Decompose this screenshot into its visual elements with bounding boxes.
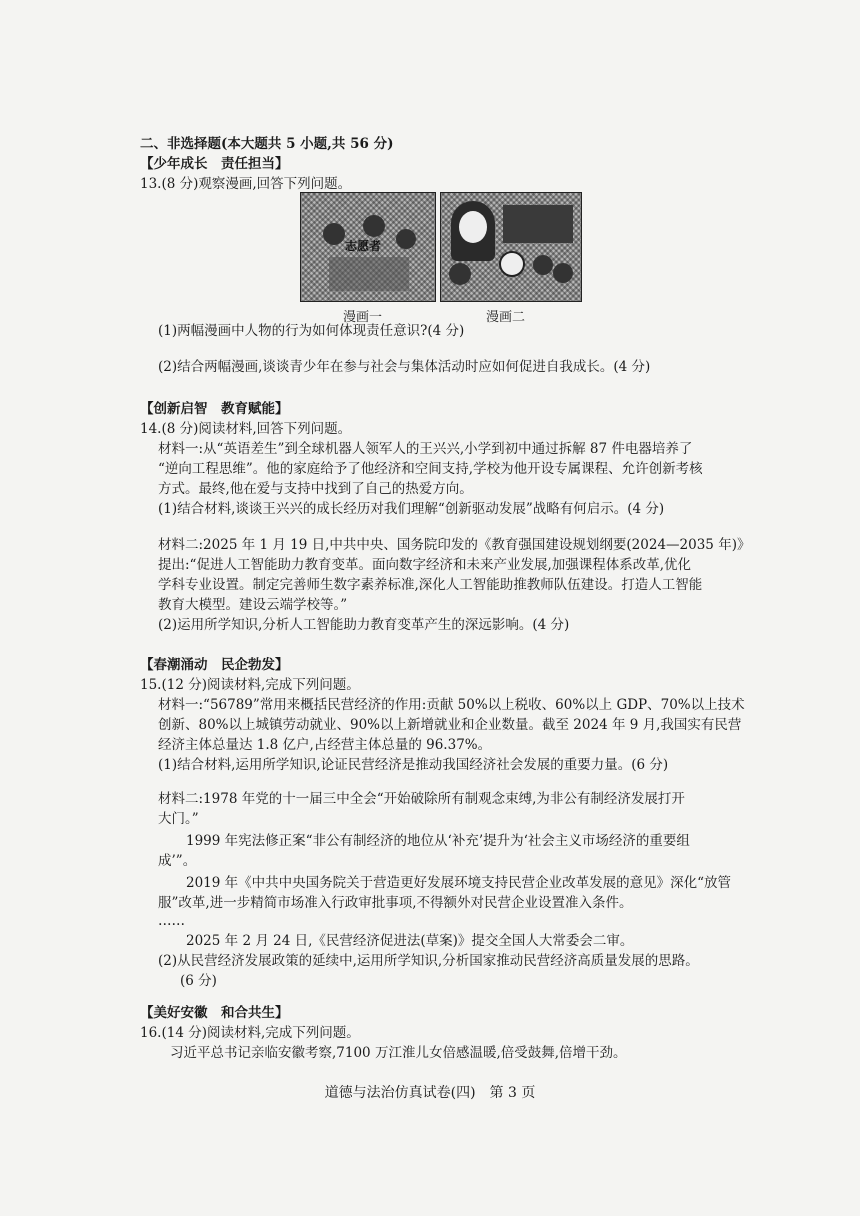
- q14-material-1-line: “逆向工程思维”。他的家庭给予了他经济和空间支持,学校为他开设专属课程、允许创新考核: [158, 461, 703, 477]
- q14-material-1-line: 材料一:从“英语差生”到全球机器人领军人的王兴兴,小学到初中通过拆解 87 件电器培养了: [158, 441, 693, 457]
- q13-theme: 【少年成长 责任担当】: [140, 156, 289, 172]
- q15-material-2-line: 材料二:1978 年党的十一届三中全会“开始破除所有制观念束缚,为非公有制经济发展打开: [158, 791, 685, 807]
- q14-subquestion-1: (1)结合材料,谈谈王兴兴的成长经历对我们理解“创新驱动发展”战略有何启示。(4 分): [158, 501, 665, 517]
- q14-material-2-line: 教育大模型。建设云端学校等。”: [158, 597, 348, 613]
- q15-subquestion-2-score: (6 分): [180, 973, 217, 989]
- comic-one-caption: 漫画一: [343, 310, 383, 325]
- comic-two-image: [440, 192, 582, 302]
- q15-material-2-line: 成’”。: [158, 853, 197, 869]
- q15-material-2-line: 大门。”: [158, 811, 199, 827]
- comic-student: [499, 251, 525, 277]
- section-heading: 二、非选择题(本大题共 5 小题,共 56 分): [140, 136, 394, 152]
- comic-figure: [363, 215, 385, 237]
- q14-stem: 14.(8 分)阅读材料,回答下列问题。: [140, 421, 352, 437]
- comic-student: [553, 263, 573, 283]
- q15-material-2-line: 1999 年宪法修正案“非公有制经济的地位从‘补充’提升为‘社会主义市场经济的重要组: [186, 833, 690, 849]
- q13-stem: 13.(8 分)观察漫画,回答下列问题。: [140, 176, 352, 192]
- q14-material-2-line: 学科专业设置。制定完善师生数字素养标准,深化人工智能助推教师队伍建设。打造人工智能: [158, 577, 703, 593]
- q14-subquestion-2: (2)运用所学知识,分析人工智能助力教育变革产生的深远影响。(4 分): [158, 617, 570, 633]
- comic-blackboard: [503, 205, 573, 243]
- comic-teacher-face: [459, 211, 487, 243]
- q15-material-1-line: 材料一:“56789”常用来概括民营经济的作用:贡献 50%以上税收、60%以上 GDP、70%以上技术: [158, 697, 745, 713]
- q15-subquestion-1: (1)结合材料,运用所学知识,论证民营经济是推动我国经济社会发展的重要力量。(6 分): [158, 757, 669, 773]
- q14-theme: 【创新启智 教育赋能】: [140, 401, 289, 417]
- q15-stem: 15.(12 分)阅读材料,完成下列问题。: [140, 677, 360, 693]
- q15-material-1-line: 经济主体总量达 1.8 亿户,占经营主体总量的 96.37%。: [158, 737, 492, 753]
- q14-material-1-line: 方式。最终,他在爱与支持中找到了自己的热爱方向。: [158, 481, 473, 497]
- q16-material-line: 习近平总书记亲临安徽考察,7100 万江淮儿女倍感温暖,倍受鼓舞,倍增干劲。: [170, 1045, 627, 1061]
- comic-figure: [323, 223, 345, 245]
- comic-bodies: [329, 257, 409, 291]
- q15-theme: 【春潮涌动 民企勃发】: [140, 657, 289, 673]
- q15-material-2-line: 服”改革,进一步精简市场准入行政审批事项,不得额外对民营企业设置准入条件。: [158, 895, 633, 911]
- q14-material-2-line: 材料二:2025 年 1 月 19 日,中共中央、国务院印发的《教育强国建设规划纲要(2024—2035 年)》: [158, 537, 751, 553]
- q16-theme: 【美好安徽 和合共生】: [140, 1005, 289, 1021]
- q13-subquestion-2: (2)结合两幅漫画,谈谈青少年在参与社会与集体活动时应如何促进自我成长。(4 分): [158, 359, 651, 375]
- comic-student: [449, 263, 471, 285]
- q15-material-2-line: 2025 年 2 月 24 日,《民营经济促进法(草案)》提交全国人大常委会二审。: [186, 933, 634, 949]
- comic-figure: [396, 229, 416, 249]
- q15-ellipsis: ……: [158, 913, 185, 929]
- q14-material-2-line: 提出:“促进人工智能助力教育变革。面向数字经济和未来产业发展,加强课程体系改革,优化: [158, 557, 692, 573]
- comic-student: [533, 255, 553, 275]
- comic-one-image: [300, 192, 436, 302]
- volunteer-label: 志愿者: [345, 239, 382, 253]
- q15-material-2-line: 2019 年《中共中央国务院关于营造更好发展环境支持民营企业改革发展的意见》深化“放管: [186, 875, 732, 891]
- q16-stem: 16.(14 分)阅读材料,完成下列问题。: [140, 1025, 360, 1041]
- q15-material-1-line: 创新、80%以上城镇劳动就业、90%以上新增就业和企业数量。截至 2024 年 9 月,我国实有民营: [158, 717, 742, 733]
- page-footer: 道德与法治仿真试卷(四) 第 3 页: [324, 1085, 536, 1101]
- q15-subquestion-2: (2)从民营经济发展政策的延续中,运用所学知识,分析国家推动民营经济高质量发展的思路。: [158, 953, 699, 969]
- comic-two-caption: 漫画二: [486, 310, 526, 325]
- q13-subquestion-1: (1)两幅漫画中人物的行为如何体现责任意识?(4 分): [158, 323, 465, 339]
